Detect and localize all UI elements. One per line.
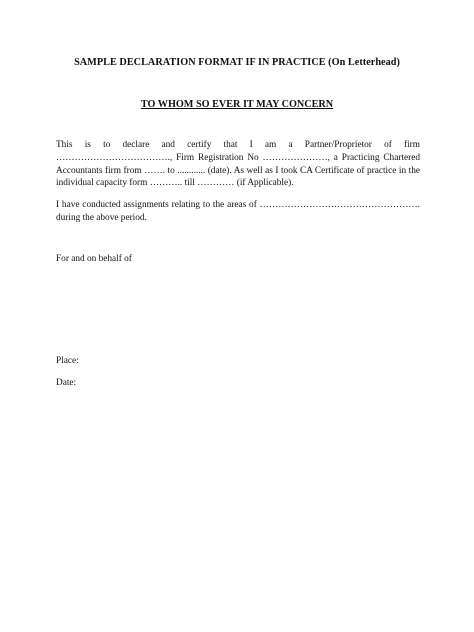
date-label: Date: [56, 378, 77, 388]
document-title: SAMPLE DECLARATION FORMAT IF IN PRACTICE (On Letterhead) [74, 57, 400, 68]
on-behalf-line: For and on behalf of [56, 254, 132, 264]
place-label: Place: [56, 356, 79, 366]
declaration-paragraph: This is to declare and certify that I am a Partner/Proprietor of firm ………………………………., Firm Registration No …………………, a Practicing Chartered Accountants firm from ……. to ............ (date). As well as I took CA Certificate of practice in the individual capacity form ……….. till ………… (if Applicable). [56, 140, 420, 189]
assignments-paragraph: I have conducted assignments relating to the areas of ……………………………………………. during the above period. [56, 200, 420, 223]
salutation-heading: TO WHOM SO EVER IT MAY CONCERN [140, 99, 334, 110]
